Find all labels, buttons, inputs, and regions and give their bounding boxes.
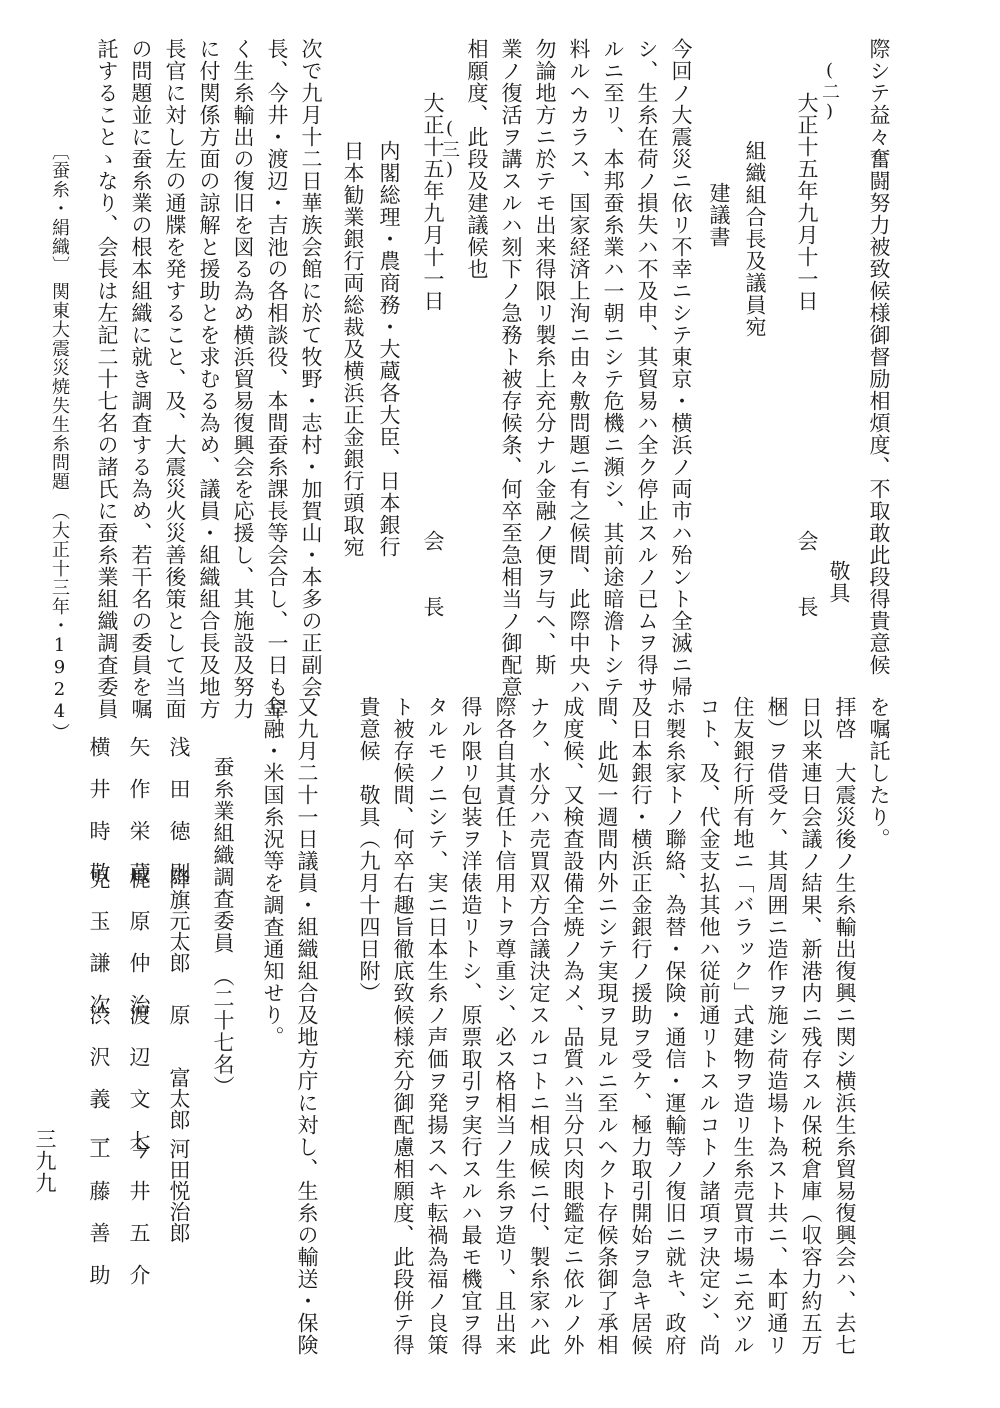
- text-line: の問題並に蚕糸業の根本組織に就き調査する為め、若干名の委員を嘱: [129, 38, 153, 720]
- section-number: (三): [439, 118, 460, 181]
- text-line: ルニ至リ、本邦蚕糸業ハ一朝ニシテ危機ニ瀕シ、其前途暗澹トシテ: [601, 38, 625, 698]
- member-name: 浅 田 徳 則: [167, 736, 191, 883]
- text-line: 業ノ復活ヲ講スルハ刻下ノ急務ト被存候条、何卒至急相当ノ御配意: [499, 38, 523, 698]
- footer-title: 関東大震災焼失生糸問題: [49, 282, 70, 491]
- text-line: 金融・米国糸況等を調査通知せり。: [261, 696, 285, 1048]
- addressee: 内閣総理・農商務・大蔵各大臣、日本銀行: [377, 140, 401, 558]
- document-heading: 建議書: [707, 182, 731, 248]
- member-name: 河田悦治郎: [167, 1138, 191, 1243]
- committee-heading: 蚕糸業組織調査委員 （二十七名）: [211, 756, 235, 1098]
- text-line: に付関係方面の諒解と援助とを求むる為め、議員・組織組合長及地方: [197, 38, 221, 720]
- member-name: 原 富太郎: [167, 1004, 191, 1130]
- text-line: 成度候、又検査設備全焼ノ為メ、品質ハ当分只肉眼鑑定ニ依ルノ外: [561, 696, 585, 1356]
- text-line: 今回ノ大震災ニ依リ不幸ニシテ東京・横浜ノ両市ハ殆ント全滅ニ帰: [669, 38, 693, 698]
- text-line: 拝啓 大震災後ノ生糸輸出復興ニ関シ横浜生糸貿易復興会ハ、去七: [833, 696, 857, 1356]
- text-line: 長官に対し左の通牒を発すること、及、大震災火災善後策として当面: [163, 38, 187, 720]
- text-line: 次で九月十二日華族会館に於て牧野・志村・加賀山・本多の正副会: [299, 38, 323, 698]
- member-name: 今 井 五 介: [127, 1138, 151, 1285]
- member-name: 渡 辺 文 七: [127, 1004, 151, 1151]
- signature: 会 長: [795, 530, 819, 618]
- section-number: (二): [819, 60, 840, 123]
- footer-era: （大正十三年・1924）: [49, 502, 70, 742]
- text-line: 長、今井・渡辺・吉池の各相談役、本間蚕糸課長等会合し、一日も早: [265, 38, 289, 720]
- text-line: 貴意候 敬具（九月十四日附）: [357, 696, 381, 1004]
- text-line: 勿論地方ニ於テモ出来得限リ製糸上充分ナル金融ノ便ヲ与ヘ、斯: [533, 38, 557, 676]
- text-line: タルモノニシテ、実ニ日本生糸ノ声価ヲ発揚スヘキ転禍為福ノ良策: [425, 696, 449, 1356]
- text-line: 梱）ヲ借受ケ、其周囲ニ造作ヲ施シ荷造場ト為スト共ニ、本町通リ: [765, 696, 789, 1356]
- text-line: 又九月二十一日議員・組織組合及地方庁に対し、生糸の輸送・保険: [295, 696, 319, 1356]
- text-line: 託することゝなり、会長は左記二十七名の諸氏に蚕糸業組織調査委員: [95, 38, 119, 720]
- signature: 会 長: [421, 530, 445, 618]
- text-line: 際各自其責任ト信用トヲ尊重シ、必ス格相当ノ生糸ヲ造リ、且出来: [493, 696, 517, 1356]
- addressee: 日本勧業銀行両総裁及横浜正金銀行頭取宛: [341, 140, 365, 558]
- member-name: 横 井 時 敬: [87, 736, 111, 883]
- page-number: 三九九: [33, 1128, 57, 1194]
- text-line: シ、生糸在荷ノ損失ハ不及申、其貿易ハ全ク停止スルノ已ムヲ得サ: [635, 38, 659, 698]
- member-name: 降旗元太郎: [167, 868, 191, 973]
- text-line: 際シテ益々奮闘努力被致候様御督励相煩度、不取敢此段得貴意候: [867, 38, 891, 676]
- text-line: く生糸輸出の復旧を図る為め横浜貿易復興会を応援し、其施設及努力: [231, 38, 255, 720]
- text-line: ナク、水分ハ売買双方合議決定スルコトニ相成候ニ付、製糸家ハ此: [527, 696, 551, 1356]
- date-line: 大正十五年九月十一日: [421, 92, 445, 312]
- footer-category: 〔蚕糸・絹織〕: [49, 142, 70, 275]
- closing-keigu: 敬具: [827, 560, 851, 604]
- member-name: 児 玉 謙 次: [87, 868, 111, 1015]
- member-name: 渋 沢 義 一: [87, 1004, 111, 1151]
- member-name: 矢 作 栄 蔵: [127, 736, 151, 883]
- text-line: 間、此処一週間内外ニシテ実現ヲ見ルニ至ルヘクト存候条御了承相: [595, 696, 619, 1356]
- text-line: コト、及、代金支払其他ハ従前通リトスルコトノ諸項ヲ決定シ、尚: [697, 696, 721, 1356]
- date-line: 大正十五年九月十一日: [795, 92, 819, 312]
- text-line: 住友銀行所有地ニ「バラック」式建物ヲ造リ生糸売買市場ニ充ツル: [731, 696, 755, 1356]
- member-name: 工 藤 善 助: [87, 1138, 111, 1285]
- text-line: ト被存候間、何卒右趣旨徹底致候様充分御配慮相願度、此段併テ得: [391, 696, 415, 1356]
- text-line: を嘱託したり。: [867, 696, 891, 850]
- text-line: ホ製糸家トノ聯絡、為替・保険・通信・運輸等ノ復旧ニ就キ、政府: [663, 696, 687, 1356]
- addressee: 組織組合長及議員宛: [743, 140, 767, 338]
- text-line: 料ルヘカラス、国家経済上洵ニ由々敷問題ニ有之候間、此際中央ハ: [567, 38, 591, 698]
- text-line: 及日本銀行・横浜正金銀行ノ援助ヲ受ケ、極力取引開始ヲ急キ居候: [629, 696, 653, 1356]
- text-line: 得ル限リ包装ヲ洋俵造リトシ、原票取引ヲ実行スルハ最モ機宜ヲ得: [459, 696, 483, 1356]
- text-line: 日以来連日会議ノ結果、新港内ニ残存スル保税倉庫（収容力約五万: [799, 696, 823, 1356]
- text-line: 相願度、此段及建議候也: [465, 38, 489, 280]
- member-name: 梶 原 仲 治: [127, 868, 151, 1015]
